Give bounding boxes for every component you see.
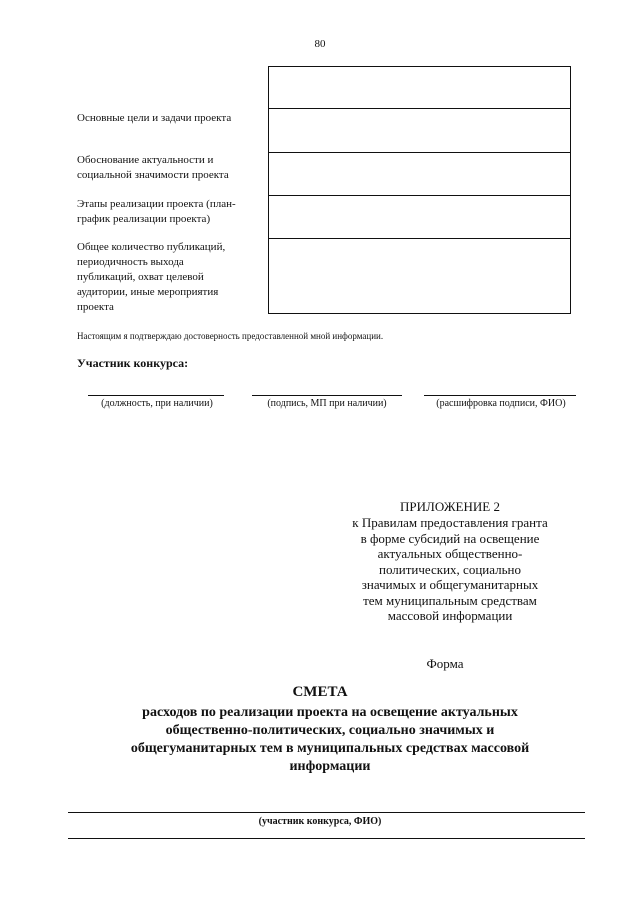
signature-line-position (88, 395, 224, 396)
table-cell-relevance (268, 153, 571, 196)
participant-heading: Участник конкурса: (77, 356, 189, 370)
form-label: Форма (426, 656, 464, 671)
signature-line-signature (252, 395, 402, 396)
row-label-publications: Общее количество публикаций, периодичность выхода публикаций, охват целевой аудитории, иные мероприятия проекта (77, 241, 226, 313)
table-cell-goals (268, 109, 571, 153)
appendix-title: ПРИЛОЖЕНИЕ 2 (400, 499, 500, 514)
row-label-relevance: Обоснование актуальности и социальной значимости проекта (77, 154, 229, 181)
table-cell-stages (268, 196, 571, 239)
participant-caption: (участник конкурса, ФИО) (258, 816, 382, 827)
table-cell-empty (268, 66, 571, 109)
caption-position: (должность, при наличии) (101, 398, 213, 409)
smeta-subtitle: расходов по реализации проекта на освещение актуальных общественно-политических, социально значимых и общегуманитарных тем в муниципальных средствах массовой информации (130, 705, 530, 774)
page-number: 80 (314, 38, 326, 50)
row-label-stages: Этапы реализации проекта (план- график реализации проекта) (77, 198, 236, 225)
smeta-title: СМЕТА (292, 684, 348, 700)
confirmation-text: Настоящим я подтверждаю достоверность предоставленной мной информации. (77, 331, 384, 341)
table-cell-publications (268, 239, 571, 314)
caption-signature: (подпись, МП при наличии) (267, 398, 387, 409)
signature-line-decoding (424, 395, 576, 396)
caption-decoding: (расшифровка подписи, ФИО) (436, 398, 566, 409)
bottom-line (68, 838, 585, 839)
appendix-body: к Правилам предоставления гранта в форме субсидий на освещение актуальных общественно- политических, социально значимых и общегуманитарных тем муниципальным средствам массовой информации (352, 515, 548, 623)
participant-line (68, 812, 585, 813)
row-label-goals: Основные цели и задачи проекта (77, 112, 232, 124)
